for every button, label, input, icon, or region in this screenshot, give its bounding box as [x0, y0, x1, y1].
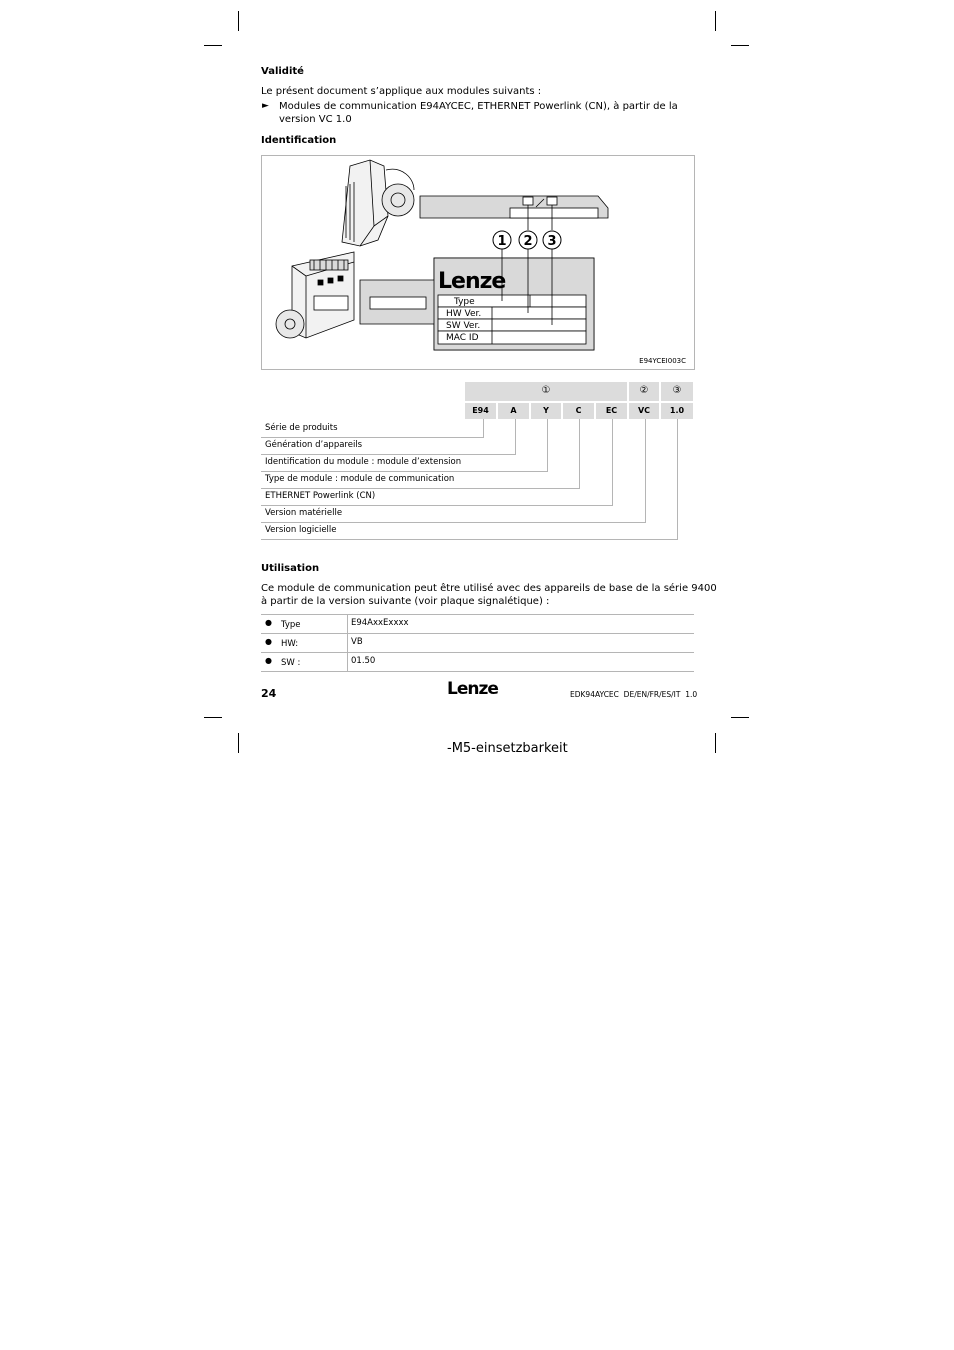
validity-item-line2: version VC 1.0 [279, 114, 352, 125]
code-connector [612, 419, 613, 506]
identification-figure [261, 155, 695, 370]
code-cell: Y [531, 403, 561, 419]
code-row-label: Version logicielle [261, 522, 677, 540]
validity-intro: Le présent document s’applique aux modules suivants : [261, 86, 542, 97]
label-slot [370, 297, 426, 309]
validity-heading: Validité [261, 66, 304, 77]
code-row-label: Série de produits [261, 420, 483, 438]
nameplate-logo: Lenze [438, 269, 506, 294]
crop-mark [731, 45, 749, 46]
code-cell: C [563, 403, 594, 419]
code-connector [579, 419, 580, 489]
code-group-2-marker: ② [639, 385, 649, 396]
crop-mark [238, 11, 239, 31]
bottom-caption: -M5-einsetzbarkeit [447, 741, 568, 756]
page-number: 24 [261, 687, 277, 700]
code-row-label: Génération d’appareils [261, 437, 515, 455]
callout-markers [493, 231, 561, 249]
footer-logo: Lenze [447, 679, 498, 699]
usage-row-value: VB [351, 637, 363, 647]
code-cell: A [498, 403, 529, 419]
code-cell: 1.0 [661, 403, 693, 419]
usage-row-label: HW: [281, 639, 299, 649]
code-connector [677, 419, 678, 540]
code-row-label: Identification du module : module d’extension [261, 454, 547, 472]
usage-row [261, 615, 694, 634]
usage-row [261, 653, 694, 672]
crop-mark [731, 717, 749, 718]
code-connector [645, 419, 646, 523]
code-row-label: ETHERNET Powerlink (CN) [261, 488, 612, 506]
code-row-label: Version matérielle [261, 505, 645, 523]
code-connector [547, 419, 548, 472]
nameplate-label-sw: SW Ver. [446, 321, 481, 331]
document-reference: EDK94AYCEC DE/EN/FR/ES/IT 1.0 [570, 690, 698, 699]
code-cell: EC [596, 403, 627, 419]
code-row-label: Type de module : module de communication [261, 471, 579, 489]
bullet-icon: ● [265, 618, 272, 627]
bullet-arrow-icon: ► [262, 101, 269, 111]
crop-mark [204, 717, 222, 718]
usage-row-label: Type [281, 620, 301, 630]
usage-row-value: 01.50 [351, 656, 376, 666]
usage-heading: Utilisation [261, 563, 320, 574]
bullet-icon: ● [265, 637, 272, 646]
nameplate-label-hw: HW Ver. [446, 309, 482, 319]
code-group-3-marker: ③ [672, 385, 682, 396]
callout-1: 1 [497, 234, 507, 249]
code-connector [483, 419, 484, 438]
nameplate-label-mac: MAC ID [446, 333, 479, 343]
identification-heading: Identification [261, 135, 337, 146]
usage-text-line2: à partir de la version suivante (voir plaque signalétique) : [261, 596, 550, 607]
code-cell: E94 [465, 403, 496, 419]
figure-id: E94YCEI003C [639, 357, 686, 365]
code-connector [515, 419, 516, 455]
crop-mark [715, 11, 716, 31]
callout-2: 2 [523, 234, 533, 249]
validity-item-line1: Modules de communication E94AYCEC, ETHERNET Powerlink (CN), à partir de la [279, 101, 678, 112]
usage-text-line1: Ce module de communication peut être utilisé avec des appareils de base de la série 9400 [261, 583, 717, 594]
usage-row [261, 634, 694, 653]
code-cell: VC [629, 403, 659, 419]
crop-mark [715, 733, 716, 753]
crop-mark [204, 45, 222, 46]
usage-row-value: E94AxxExxxx [351, 618, 409, 628]
nameplate-diagram [262, 156, 694, 369]
usage-row-label: SW : [281, 658, 301, 668]
top-rail-illustration [420, 196, 608, 218]
bullet-icon: ● [265, 656, 272, 665]
nameplate-label-type: Type [454, 297, 475, 307]
crop-mark [238, 733, 239, 753]
callout-3: 3 [547, 234, 557, 249]
code-group-1-marker: ① [541, 385, 551, 396]
